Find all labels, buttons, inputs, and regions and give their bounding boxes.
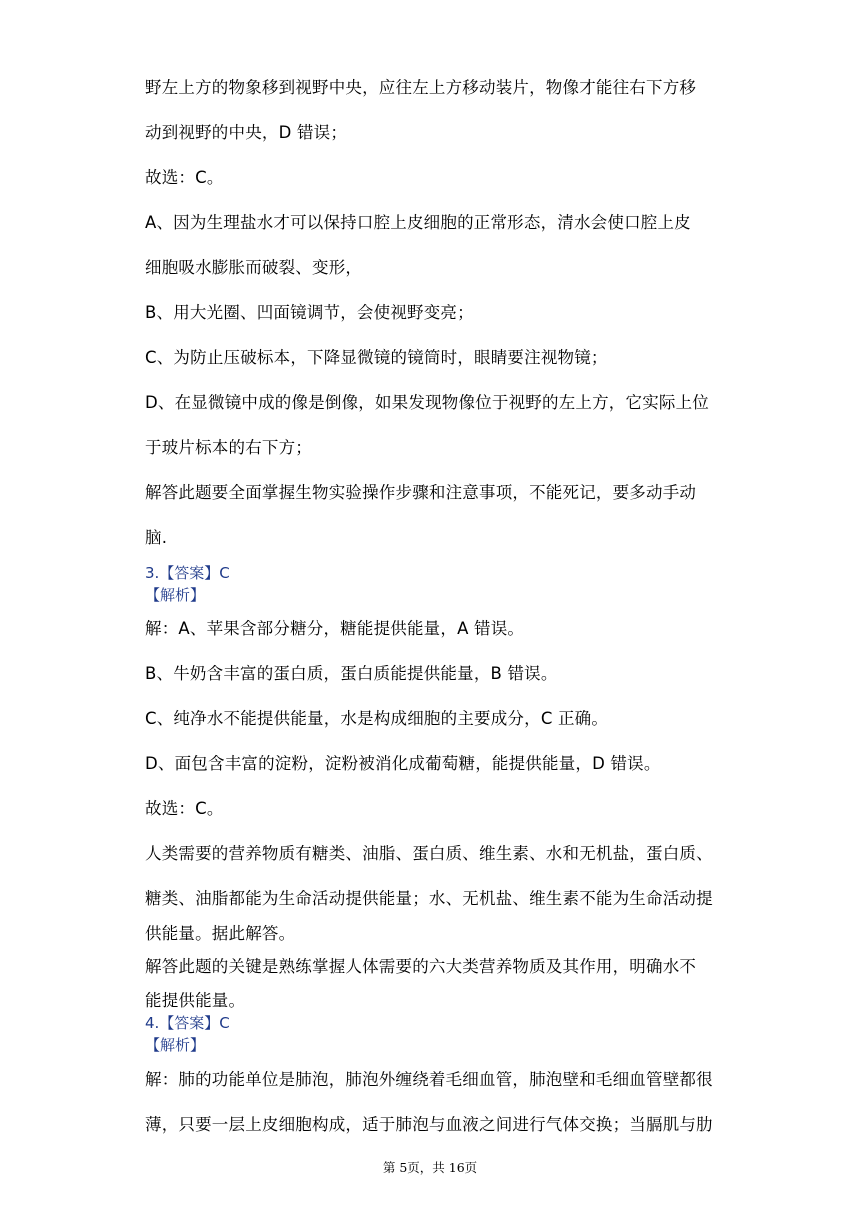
text-line: 薄，只要一层上皮细胞构成，适于肺泡与血液之间进行气体交换；当膈肌与肋 [145, 1115, 713, 1134]
page-number-footer: 第 5页，共 16页 [382, 1160, 478, 1175]
text-line: A、因为生理盐水才可以保持口腔上皮细胞的正常形态，清水会使口腔上皮 [145, 213, 691, 232]
analysis-heading: 【解析】 [145, 586, 206, 604]
text-line: B、牛奶含丰富的蛋白质，蛋白质能提供能量，B 错误。 [145, 664, 558, 683]
analysis-heading: 【解析】 [145, 1036, 206, 1054]
text-line: D、在显微镜中成的像是倒像，如果发现物像位于视野的左上方，它实际上位 [145, 393, 710, 412]
text-line: B、用大光圈、凹面镜调节，会使视野变亮； [145, 303, 474, 322]
text-line: 解答此题要全面掌握生物实验操作步骤和注意事项，不能死记，要多动手动 [145, 483, 697, 502]
answer-heading: 4.【答案】C [145, 1014, 230, 1032]
text-line: C、为防止压破标本，下降显微镜的镜筒时，眼睛要注视物镜； [145, 348, 608, 367]
text-line: 故选：C。 [145, 168, 224, 187]
text-line: 故选：C。 [145, 799, 224, 818]
text-line: 于玻片标本的右下方； [145, 438, 312, 457]
text-line: D、面包含丰富的淀粉，淀粉被消化成葡萄糖，能提供能量，D 错误。 [145, 754, 661, 773]
text-line: 解答此题的关键是熟练掌握人体需要的六大类营养物质及其作用，明确水不 [145, 957, 697, 976]
text-line: 人类需要的营养物质有糖类、油脂、蛋白质、维生素、水和无机盐，蛋白质、 [145, 844, 713, 863]
text-line: 解：肺的功能单位是肺泡，肺泡外缠绕着毛细血管，肺泡壁和毛细血管壁都很 [145, 1070, 713, 1089]
text-line: 野左上方的物象移到视野中央，应往左上方移动装片，物像才能往右下方移 [145, 78, 697, 97]
text-line: 动到视野的中央，D 错误； [145, 123, 348, 142]
text-line: C、纯净水不能提供能量，水是构成细胞的主要成分，C 正确。 [145, 709, 609, 728]
text-line: 供能量。据此解答。 [145, 924, 296, 943]
text-line: 细胞吸水膨胀而破裂、变形， [145, 258, 363, 277]
text-line: 解：A、苹果含部分糖分，糖能提供能量，A 错误。 [145, 619, 525, 638]
text-line: 糖类、油脂都能为生命活动提供能量；水、无机盐、维生素不能为生命活动提 [145, 889, 713, 908]
text-line: 脑. [145, 528, 168, 547]
answer-heading: 3.【答案】C [145, 564, 230, 582]
text-line: 能提供能量。 [145, 991, 246, 1010]
